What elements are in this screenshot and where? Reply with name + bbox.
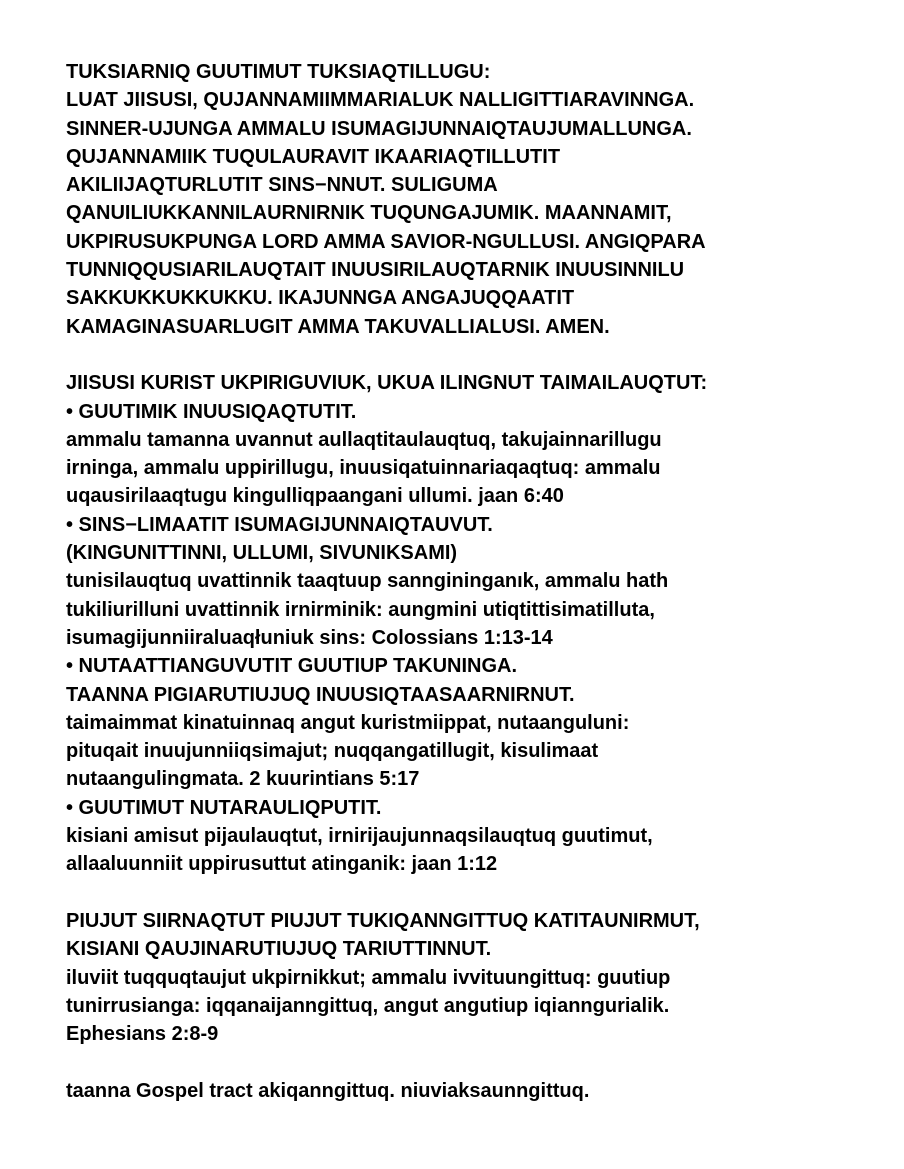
benefit-line: kisiani amisut pijaulauqtut, irnirijaujunnaqsilauqtuq guutimut,	[66, 825, 653, 848]
benefit-line: irninga, ammalu uppirillugu, inuusiqatuinnariaqaqtuq: ammalu	[66, 457, 661, 480]
benefit-item-child-of-god	[66, 794, 866, 879]
prayer-line: UKPIRUSUKPUNGA LORD AMMA SAVIOR-NGULLUSI. ANGIQPARA	[66, 230, 706, 253]
grace-line: iluviit tuqquqtaujut ukpirnikkut; ammalu ivvituungittuq: guutiup	[66, 966, 671, 989]
benefit-line: tunisilauqtuq uvattinnik taaqtuup sanngininganık, ammalu hath	[66, 570, 669, 593]
prayer-section	[66, 58, 866, 341]
footer-text: taanna Gospel tract akiqanngittuq. niuviaksaunngittuq.	[66, 1079, 590, 1102]
benefit-bullet: • SINS−LIMAATIT ISUMAGIJUNNAIQTAUVUT.	[66, 513, 493, 536]
benefits-section	[66, 369, 866, 878]
tract-page	[66, 58, 866, 1105]
benefit-line: allaaluunniit uppirusuttut atinganik: jaan 1:12	[66, 853, 498, 876]
benefit-line: uqausirilaaqtugu kingulliqpaangani ullumi. jaan 6:40	[66, 485, 564, 508]
tract-footer	[66, 1077, 866, 1105]
grace-line: KISIANI QAUJINARUTIUJUQ TARIUTTINNUT.	[66, 938, 492, 961]
benefit-line: nutaangulingmata. 2 kuurintians 5:17	[66, 768, 420, 791]
benefit-item-forgiveness	[66, 511, 866, 652]
prayer-line: KAMAGINASUARLUGIT AMMA TAKUVALLIALUSI. AMEN.	[66, 315, 610, 338]
benefit-line: isumagijunniiraluaqłuniuk sins: Colossians 1:13-14	[66, 626, 553, 649]
section-gap	[66, 341, 866, 369]
prayer-line: QUJANNAMIIK TUQULAURAVIT IKAARIAQTILLUTIT	[66, 145, 561, 168]
benefit-item-new-creation	[66, 652, 866, 793]
benefit-bullet: • GUUTIMIK INUUSIQAQTUTIT.	[66, 400, 357, 423]
section-gap	[66, 879, 866, 907]
benefit-bullet: • GUUTIMUT NUTARAULIQPUTIT.	[66, 796, 382, 819]
prayer-line: SINNER-UJUNGA AMMALU ISUMAGIJUNNAIQTAUJUMALLUNGA.	[66, 117, 692, 140]
grace-line: tunirrusianga: iqqanaijanngittuq, angut angutiup iqianngurialik.	[66, 994, 670, 1017]
benefits-heading: JIISUSI KURIST UKPIRIGUVIUK, UKUA ILINGNUT TAIMAILAUQTUT:	[66, 372, 708, 395]
benefit-line: (KINGUNITTINNI, ULLUMI, SIVUNIKSAMI)	[66, 542, 458, 565]
benefit-line: tukiliurilluni uvattinnik irnirminik: aungmini utiqtittisimatilluta,	[66, 598, 655, 621]
prayer-line: AKILIIJAQTURLUTIT SINS−NNUT. SULIGUMA	[66, 174, 498, 197]
prayer-line: LUAT JIISUSI, QUJANNAMIIMMARIALUK NALLIGITTIARAVINNGA.	[66, 89, 695, 112]
prayer-line: TUNNIQQUSIARILAUQTAIT INUUSIRILAUQTARNIK INUUSINNILU	[66, 259, 685, 282]
prayer-title: TUKSIARNIQ GUUTIMUT TUKSIAQTILLUGU:	[66, 61, 491, 83]
benefit-line: TAANNA PIGIARUTIUJUQ INUUSIQTAASAARNIRNUT.	[66, 683, 575, 706]
grace-section	[66, 907, 866, 1048]
benefit-line: pituqait inuujunniiqsimajut; nuqqangatillugit, kisulimaat	[66, 740, 599, 763]
benefit-bullet: • NUTAATTIANGUVUTIT GUUTIUP TAKUNINGA.	[66, 655, 518, 678]
benefit-line: ammalu tamanna uvannut aullaqtitaulauqtuq, takujainnarillugu	[66, 428, 662, 451]
grace-line: PIUJUT SIIRNAQTUT PIUJUT TUKIQANNGITTUQ KATITAUNIRMUT,	[66, 909, 700, 932]
grace-line: Ephesians 2:8-9	[66, 1023, 219, 1046]
section-gap	[66, 1048, 866, 1076]
benefit-item-eternal-life	[66, 398, 866, 511]
prayer-line: QANUILIUKKANNILAURNIRNIK TUQUNGAJUMIK. MAANNAMIT,	[66, 202, 672, 225]
prayer-line: SAKKUKKUKKUKKU. IKAJUNNGA ANGAJUQQAATIT	[66, 287, 575, 310]
benefit-line: taimaimmat kinatuinnaq angut kuristmiippat, nutaanguluni:	[66, 711, 630, 734]
